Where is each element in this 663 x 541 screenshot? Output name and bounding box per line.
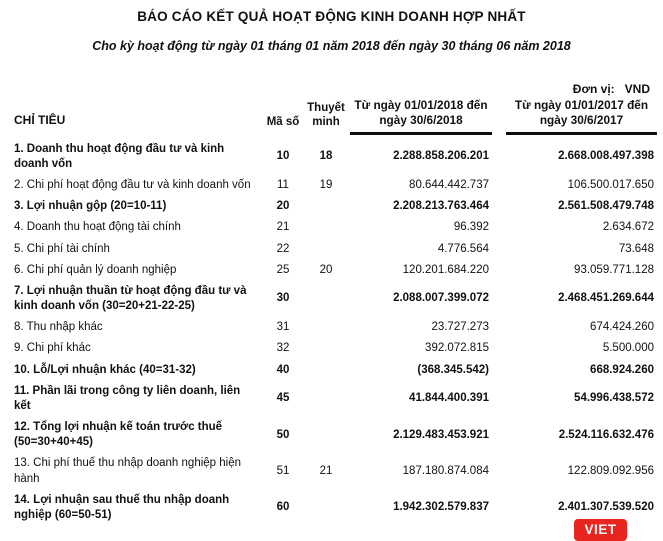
row-note: 21 <box>319 464 333 477</box>
table-row <box>14 360 657 381</box>
row-indicator: 7. Lợi nhuận thuần từ hoạt động đầu tư và kinh doanh vốn (30=20+21-22-25) <box>14 284 247 313</box>
unit-value: VND <box>624 82 650 96</box>
row-value-2017: 2.468.451.269.644 <box>558 292 654 305</box>
row-value-2017: 2.524.116.632.476 <box>558 428 654 441</box>
row-note: 19 <box>319 179 333 191</box>
column-header-code: Mã số <box>266 116 300 129</box>
table-row <box>14 196 657 217</box>
column-header-indicator: CHỈ TIÊU <box>14 112 66 127</box>
row-code: 40 <box>276 363 290 376</box>
row-indicator: 3. Lợi nhuận gộp (20=10-11) <box>14 200 167 213</box>
table-row <box>14 281 657 317</box>
row-code: 32 <box>276 342 290 355</box>
row-note <box>302 239 350 260</box>
row-note <box>302 217 350 238</box>
row-value-2018: 80.644.442.737 <box>409 179 489 191</box>
row-indicator: 8. Thu nhập khác <box>14 321 103 334</box>
row-indicator: 4. Doanh thu hoạt động tài chính <box>14 221 181 234</box>
table-header-row <box>14 98 657 135</box>
row-code: 11 <box>277 179 289 191</box>
row-value-2018: 2.208.213.763.464 <box>393 200 489 213</box>
row-value-2017: 2.634.672 <box>602 221 654 234</box>
row-value-2018: 23.727.273 <box>431 321 489 334</box>
row-value-2017: 674.424.260 <box>590 321 654 334</box>
table-row <box>14 317 657 338</box>
row-indicator: 11. Phần lãi trong công ty liên doanh, liên kết <box>14 384 241 412</box>
row-indicator: 6. Chi phí quản lý doanh nghiệp <box>14 263 177 276</box>
vietstock-watermark-badge: VIET <box>574 519 627 541</box>
report-subtitle: Cho kỳ hoạt động từ ngày 01 tháng 01 năm 2018 đến ngày 30 tháng 06 năm 2018 <box>92 39 571 53</box>
row-value-2018: 120.201.684.220 <box>402 263 489 276</box>
row-indicator: 2. Chi phí hoạt động đầu tư và kinh doanh vốn <box>14 179 251 191</box>
row-value-2018: 2.129.483.453.921 <box>393 428 489 441</box>
column-header-period-2017 <box>492 98 657 135</box>
table-row <box>14 417 657 453</box>
report-page <box>0 9 663 541</box>
table-row <box>14 381 657 417</box>
row-value-2017: 73.648 <box>618 242 654 255</box>
row-note <box>302 381 350 417</box>
row-value-2018: 187.180.874.084 <box>402 464 489 477</box>
column-header-note: Thuyết minh <box>307 101 345 129</box>
row-note <box>302 317 350 338</box>
row-value-2018: 96.392 <box>453 221 489 234</box>
income-statement-table <box>14 98 657 526</box>
row-value-2018: 392.072.815 <box>425 342 489 355</box>
row-code: 51 <box>276 464 290 477</box>
row-note <box>302 281 350 317</box>
row-value-2018: 4.776.564 <box>437 242 489 255</box>
row-code: 21 <box>276 221 290 234</box>
row-value-2018: (368.345.542) <box>417 363 489 376</box>
row-value-2017: 2.401.307.539.520 <box>558 501 654 514</box>
row-value-2018: 2.088.007.399.072 <box>393 292 489 305</box>
row-code: 50 <box>276 428 290 441</box>
row-value-2018: 1.942.302.579.837 <box>393 501 489 514</box>
table-row <box>14 217 657 238</box>
row-code: 31 <box>276 321 290 334</box>
row-value-2017: 2.668.008.497.398 <box>558 150 654 163</box>
row-indicator: 14. Lợi nhuận sau thuế thu nhập doanh nghiệp (60=50-51) <box>14 493 230 521</box>
row-note: 20 <box>319 263 333 276</box>
row-indicator: 1. Doanh thu hoạt động đầu tư và kinh doanh vốn <box>14 142 225 170</box>
row-note <box>302 490 350 526</box>
table-row <box>14 175 657 196</box>
row-value-2017: 668.924.260 <box>590 363 654 376</box>
row-note <box>302 360 350 381</box>
row-indicator: 12. Tổng lợi nhuận kế toán trước thuế (50=30+40+45) <box>14 421 223 449</box>
row-value-2017: 2.561.508.479.748 <box>558 200 654 213</box>
row-code: 20 <box>276 200 290 213</box>
row-indicator: 10. Lỗ/Lợi nhuận khác (40=31-32) <box>14 363 196 376</box>
report-title: BÁO CÁO KẾT QUẢ HOẠT ĐỘNG KINH DOANH HỢP NHẤT <box>137 9 526 24</box>
row-code: 60 <box>276 501 290 514</box>
row-code: 45 <box>276 392 290 405</box>
row-value-2018: 41.844.400.391 <box>409 392 489 405</box>
table-row <box>14 453 657 489</box>
row-code: 25 <box>276 263 290 276</box>
row-code: 30 <box>276 292 290 305</box>
row-value-2017: 54.996.438.572 <box>574 392 654 405</box>
row-note <box>302 196 350 217</box>
row-indicator: 13. Chi phí thuế thu nhập doanh nghiệp hiện hành <box>14 457 241 485</box>
row-note <box>302 417 350 453</box>
row-value-2017: 106.500.017.650 <box>567 179 654 191</box>
row-code: 22 <box>276 242 290 255</box>
row-note: 18 <box>319 150 333 163</box>
row-code: 10 <box>276 150 290 163</box>
row-value-2018: 2.288.858.206.201 <box>393 150 489 163</box>
table-row <box>14 239 657 260</box>
row-value-2017: 122.809.092.956 <box>567 464 654 477</box>
row-note <box>302 338 350 359</box>
row-indicator: 9. Chi phí khác <box>14 342 91 355</box>
unit-label: Đơn vị: <box>572 82 615 96</box>
column-header-period-2018 <box>350 98 492 135</box>
unit-line <box>0 82 663 96</box>
table-row <box>14 135 657 175</box>
row-value-2017: 5.500.000 <box>602 342 654 355</box>
table-row <box>14 260 657 281</box>
table-row <box>14 338 657 359</box>
row-value-2017: 93.059.771.128 <box>574 263 654 276</box>
period-2017-label: Từ ngày 01/01/2017 đến ngày 30/6/2017 <box>506 98 657 135</box>
row-indicator: 5. Chi phí tài chính <box>14 242 110 255</box>
period-2018-label: Từ ngày 01/01/2018 đến ngày 30/6/2018 <box>350 98 492 135</box>
table-row <box>14 490 657 526</box>
